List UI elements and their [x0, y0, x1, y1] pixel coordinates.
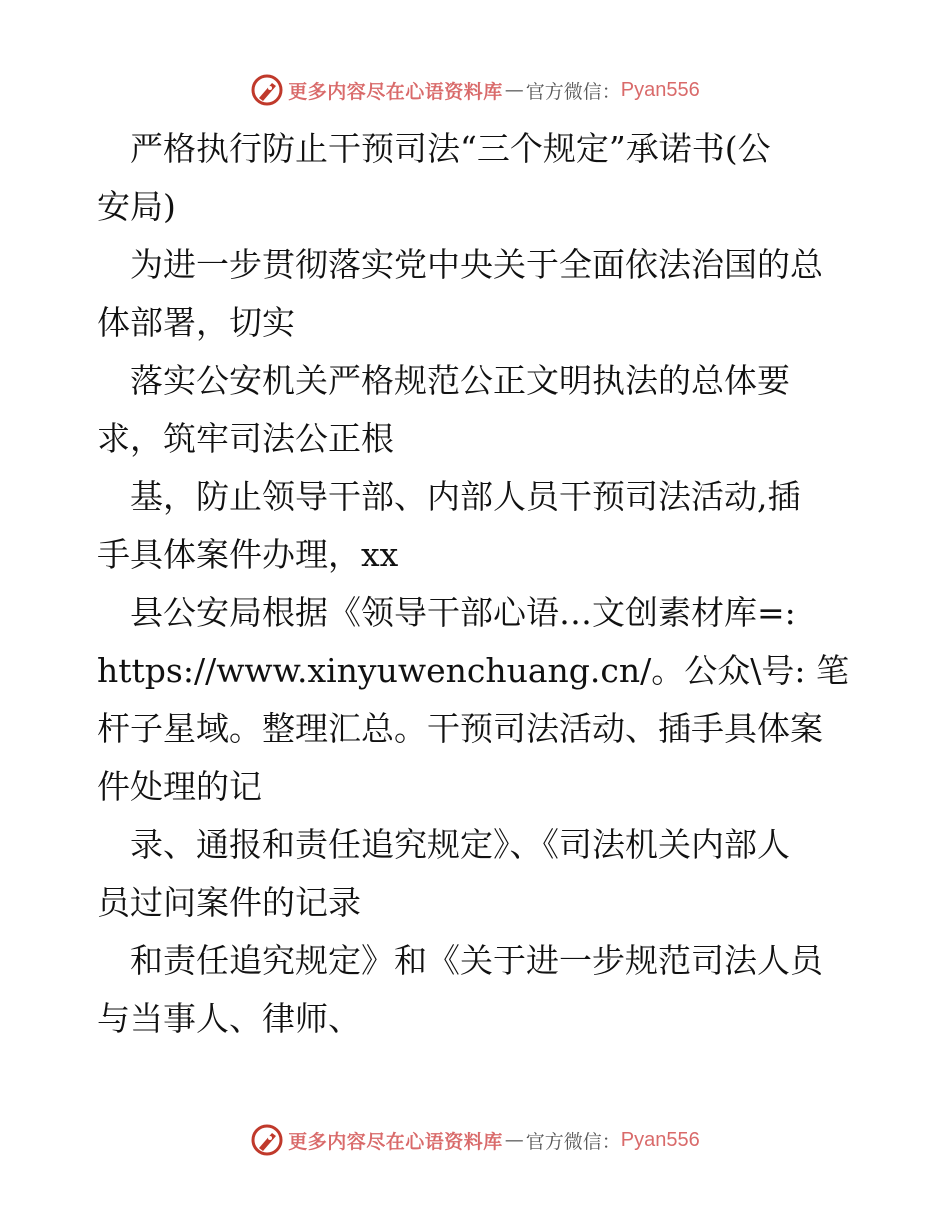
- text-line: 县公安局根据《领导干部心语…文创素材库=:: [97, 593, 796, 632]
- text-line: 手具体案件办理，xx: [97, 535, 399, 574]
- text-line: 和责任追究规定》和《关于进一步规范司法人员: [97, 941, 823, 980]
- text-line: 落实公安机关严格规范公正文明执法的总体要: [97, 361, 790, 400]
- watermark-brand: 更多内容尽在心语资料库: [288, 1130, 503, 1153]
- header-watermark: [0, 70, 950, 110]
- text-line: 录、通报和责任追究规定》、《司法机关内部人: [97, 825, 790, 864]
- text-line: 杆子星域。整理汇总。干预司法活动、插手具体案: [97, 709, 823, 748]
- watermark-wechat-id: Pyan556: [620, 78, 700, 101]
- text-line: https://www.xinyuwenchuang.cn/。公众\号: 笔: [97, 651, 849, 690]
- watermark-label: 官方微信：: [525, 80, 621, 103]
- watermark-wechat-id: Pyan556: [620, 1128, 700, 1151]
- watermark-brand: 更多内容尽在心语资料库: [288, 80, 503, 103]
- text-line: 为进一步贯彻落实党中央关于全面依法治国的总: [97, 245, 823, 284]
- text-line: 员过问案件的记录: [97, 883, 361, 922]
- footer-watermark: [0, 1120, 950, 1160]
- text-line: 严格执行防止干预司法“三个规定”承诺书(公: [97, 129, 771, 168]
- watermark-dash: —: [504, 1129, 524, 1151]
- text-line: 求，筑牢司法公正根: [97, 419, 394, 458]
- watermark-label: 官方微信：: [525, 1130, 621, 1153]
- watermark-dash: —: [504, 79, 524, 101]
- text-line: 与当事人、律师、: [97, 999, 361, 1038]
- pen-circle-logo-icon: [250, 1123, 284, 1157]
- document-body: [97, 120, 857, 1048]
- pen-circle-logo-icon: [250, 73, 284, 107]
- text-line: 基，防止领导干部、内部人员干预司法活动,插: [97, 477, 801, 516]
- text-line: 安局): [97, 187, 176, 226]
- text-line: 件处理的记: [97, 767, 262, 806]
- text-line: 体部署，切实: [97, 303, 295, 342]
